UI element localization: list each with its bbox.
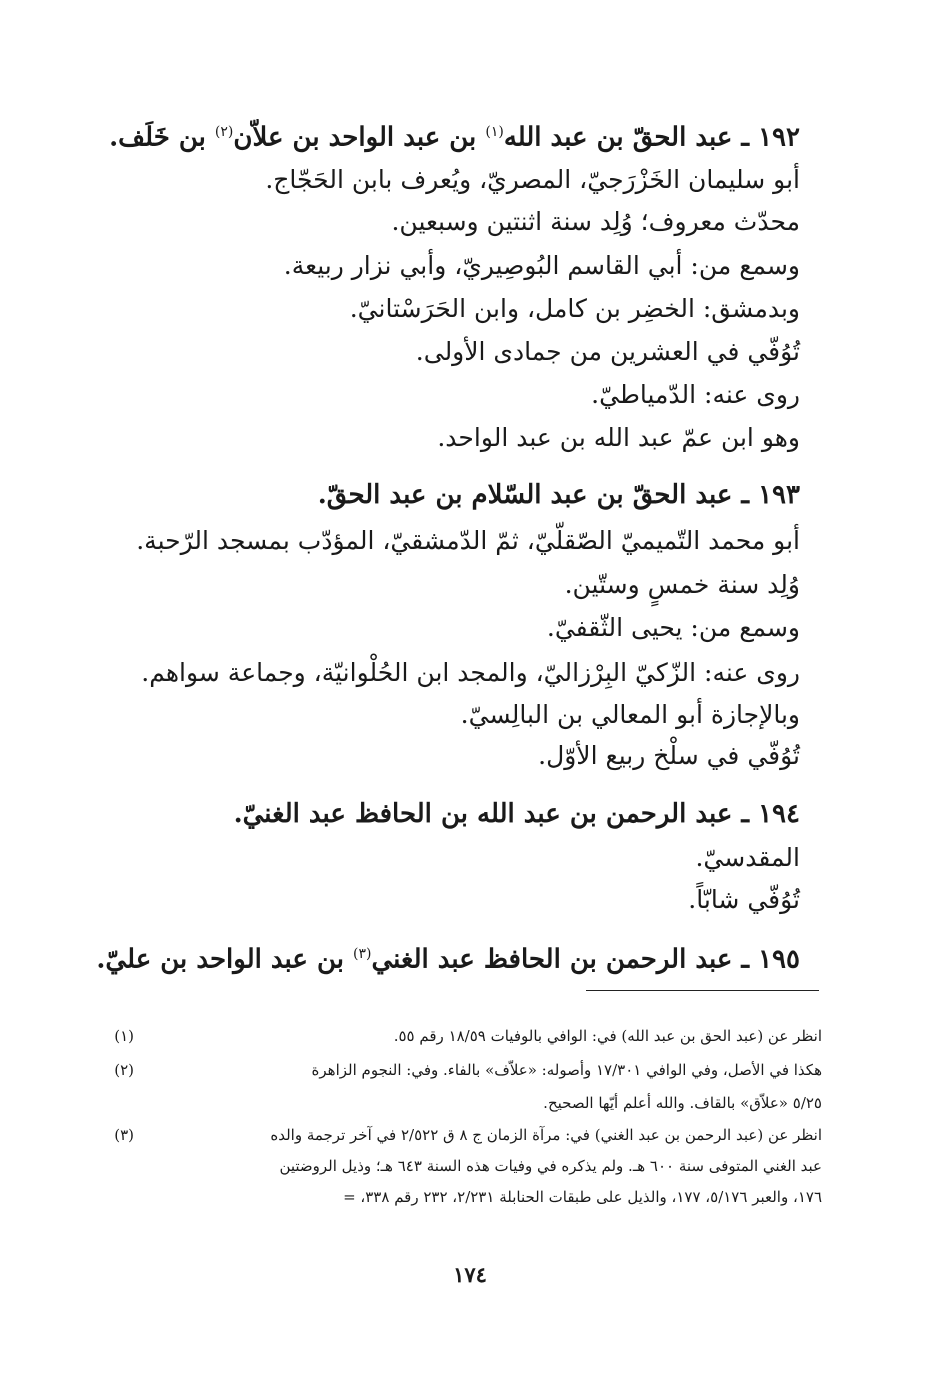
footnote-line: ٥/٢٥ «علاّق» بالقاف. والله أعلم أيّها الصحيح. (543, 1094, 822, 1112)
entry-heading-193: ١٩٣ ـ عبد الحقّ بن عبد السّلام بن عبد الحقّ. (317, 480, 800, 510)
entry-line: تُوُفّي في العشرين من جمادى الأولى. (415, 337, 800, 366)
footnote-marker-2: (٢) (214, 124, 234, 140)
entry-line: وهو ابن عمّ عبد الله بن عبد الواحد. (437, 423, 800, 452)
entry-line: روى عنه: الدّمياطيّ. (591, 380, 800, 409)
entry-heading-195 (96, 934, 800, 980)
footnote-line: هكذا في الأصل، وفي الوافي ١٧/٣٠١ وأصوله: «علاّف» بالفاء. وفي: النجوم الزاهرة (311, 1061, 822, 1079)
footnote-marker-3: (٣) (353, 946, 372, 962)
entry-line: أبو محمد التّميميّ الصّقلّيّ، ثمّ الدّمشقيّ، المؤدّب بمسجد الرّحبة. (136, 526, 800, 555)
entry-line: المقدسيّ. (695, 843, 800, 872)
entry-line: تُوُفّي في سلْخ ربيع الأوّل. (538, 741, 800, 770)
footnote-number: (٣) (114, 1126, 134, 1144)
footnote-line: انظر عن (عبد الحق بن عبد الله) في: الوافي بالوفيات ١٨/٥٩ رقم ٥٥. (393, 1027, 822, 1045)
entry-line: وُلِد سنة خمسٍ وستّين. (564, 570, 800, 599)
heading-text: بن عبد الواحد بن علاّن (233, 122, 486, 153)
entry-line: وبالإجازة أبو المعالي بن البالِسيّ. (460, 700, 800, 729)
entry-line: وبدمشق: الخضِر بن كامل، وابن الحَرَسْتانيّ. (349, 294, 800, 323)
heading-text: ١٩٥ ـ عبد الرحمن بن الحافظ عبد الغني (371, 944, 800, 975)
entry-line: وسمع من: أبي القاسم البُوصِيريّ، وأبي نزار ربيعة. (283, 251, 800, 280)
footnote-number: (١) (114, 1027, 134, 1045)
entry-line: محدّث معروف؛ وُلِد سنة اثنتين وسبعين. (391, 207, 800, 236)
entry-line: روى عنه: الزّكيّ البِرْزاليّ، والمجد ابن الحُلْوانيّة، وجماعة سواهم. (141, 658, 800, 687)
heading-text: بن عبد الواحد بن عليّ. (96, 944, 354, 975)
heading-text: ١٩٢ ـ عبد الحقّ بن عبد الله (503, 122, 800, 153)
footnote-line: انظر عن (عبد الرحمن بن عبد الغني) في: مرآة الزمان ج ٨ ق ٢/٥٢٢ في آخر ترجمة والده (270, 1126, 822, 1144)
footnote-line: ١٧٦، والعبر ٥/١٧٦، ١٧٧، والذيل على طبقات الحنابلة ٢/٢٣١، ٢٣٢ رقم ٣٣٨، = (343, 1188, 822, 1206)
entry-line: وسمع من: يحيى الثّقفيّ. (546, 613, 800, 642)
footnote-separator (586, 990, 819, 991)
heading-text: بن خَلَف. (109, 122, 215, 153)
footnote-line: عبد الغني المتوفى سنة ٦٠٠ هـ. ولم يذكره في وفيات هذه السنة ٦٤٣ هـ؛ وذيل الروضتين (279, 1157, 822, 1175)
entry-line: أبو سليمان الخَزْرَجيّ، المصريّ، ويُعرف بابن الحَجّاج. (265, 165, 800, 194)
footnote-number: (٢) (114, 1061, 134, 1079)
entry-line: تُوُفّي شابّاً. (688, 885, 800, 914)
page-number: ١٧٤ (453, 1262, 487, 1287)
entry-heading-192 (109, 112, 800, 158)
footnote-marker-1: (١) (485, 124, 504, 140)
entry-heading-194: ١٩٤ ـ عبد الرحمن بن عبد الله بن الحافظ عبد الغنيّ. (233, 799, 800, 829)
